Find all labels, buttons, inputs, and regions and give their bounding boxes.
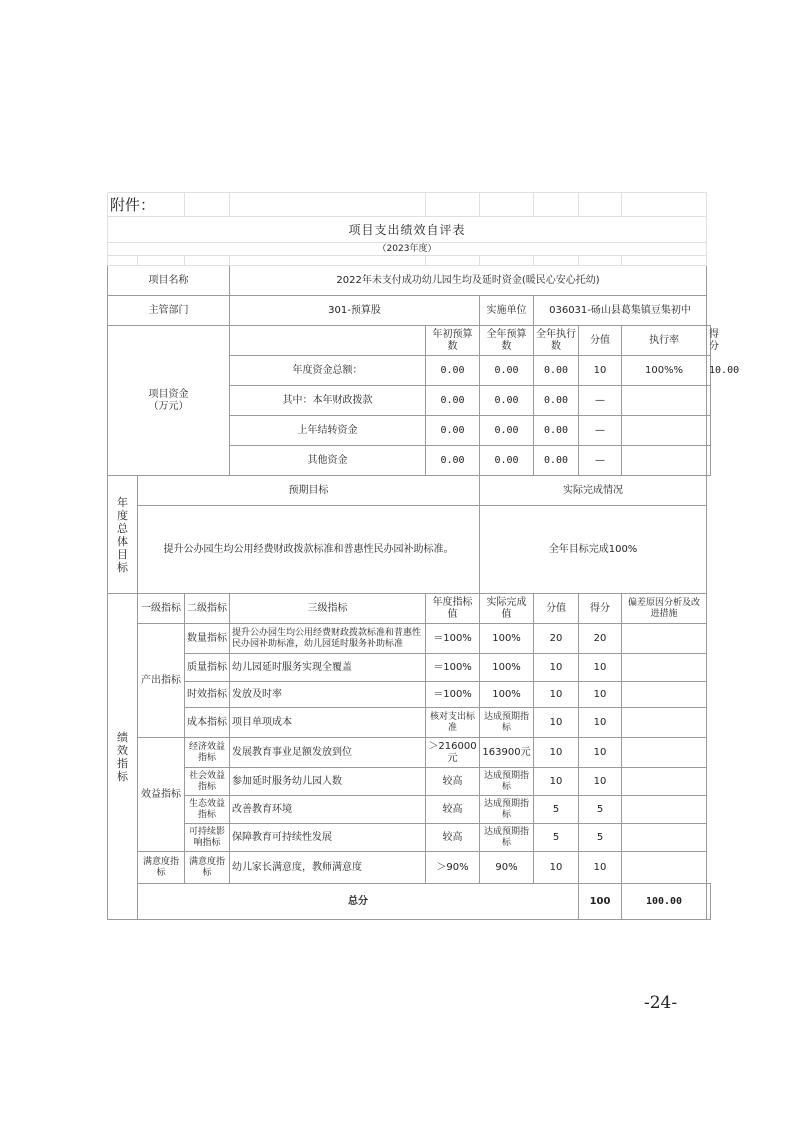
indicator-header: 分值 <box>534 594 579 624</box>
total-value: 100 <box>579 884 622 920</box>
expected-goal-text: 提升公办园生均公用经费财政拨款标准和普惠性民办园补助标准。 <box>138 506 480 594</box>
funds-row: 年度资金总额： 0.00 0.00 0.00 10 100%% 10.00 <box>108 356 711 386</box>
indicator-row: 成本指标 项目单项成本 核对支出标准 达成预期指标 10 10 <box>108 708 711 738</box>
evaluation-sheet <box>107 192 740 920</box>
funds-header: 全年执行数 <box>534 326 579 356</box>
department-value: 301-预算股 <box>230 296 480 326</box>
expected-goal-header: 预期目标 <box>138 476 480 506</box>
page-number: -24- <box>644 993 678 1013</box>
project-name-value: 2022年未支付成功幼儿园生均及延时资金(暖民心安心托幼) <box>230 266 707 296</box>
page-title: 项目支出绩效自评表 <box>108 217 707 243</box>
level1-benefit: 效益指标 <box>138 738 185 852</box>
annual-goal-label: 年度总体目标 <box>108 476 138 594</box>
attachment-label: 附件： <box>108 193 185 217</box>
department-label: 主管部门 <box>108 296 230 326</box>
indicator-header: 实际完成值 <box>480 594 534 624</box>
indicator-header: 偏差原因分析及改进措施 <box>622 594 707 624</box>
indicator-row: 生态效益指标 改善教育环境 较高 达成预期指标 5 5 <box>108 796 711 824</box>
indicator-header: 得分 <box>579 594 622 624</box>
funds-header: 执行率 <box>622 326 707 356</box>
funds-header: 得分 <box>707 326 711 356</box>
funds-row: 其中：本年财政拨款 0.00 0.00 0.00 — <box>108 386 711 416</box>
indicator-row: 社会效益指标 参加延时服务幼儿园人数 较高 达成预期指标 10 10 <box>108 768 711 796</box>
indicator-row: 效益指标 经济效益指标 发展教育事业足额发放到位 ＞216000元 163900元 10 10 <box>108 738 711 768</box>
indicator-row: 产出指标 数量指标 提升公办园生均公用经费财政拨款标准和普惠性民办园补助标准，幼儿园延时服务补助标准 ＝100% 100% 20 20 <box>108 624 711 654</box>
total-score: 100.00 <box>622 884 707 920</box>
indicator-row: 可持续影响指标 保障教育可持续性发展 较高 达成预期指标 5 5 <box>108 824 711 852</box>
year-note: （2023年度） <box>108 243 707 256</box>
funds-header: 分值 <box>579 326 622 356</box>
unit-label: 实施单位 <box>480 296 534 326</box>
unit-value: 036031-砀山县葛集镇豆集初中 <box>534 296 707 326</box>
actual-goal-header: 实际完成情况 <box>480 476 707 506</box>
funds-row: 其他资金 0.00 0.00 0.00 — <box>108 446 711 476</box>
project-name-label: 项目名称 <box>108 266 230 296</box>
indicator-header: 三级指标 <box>230 594 426 624</box>
indicators-label: 绩效指标 <box>108 594 138 920</box>
actual-goal-text: 全年目标完成100% <box>480 506 707 594</box>
indicator-row: 时效指标 发放及时率 ＝100% 100% 10 10 <box>108 682 711 708</box>
total-label: 总分 <box>138 884 579 920</box>
evaluation-table <box>107 192 740 920</box>
indicator-row: 满意度指标 满意度指标 幼儿家长满意度，教师满意度 ＞90% 90% 10 10 <box>108 852 711 884</box>
level1-output: 产出指标 <box>138 624 185 738</box>
indicator-header: 一级指标 <box>138 594 185 624</box>
funds-row: 上年结转资金 0.00 0.00 0.00 — <box>108 416 711 446</box>
indicator-row: 质量指标 幼儿园延时服务实现全覆盖 ＝100% 100% 10 10 <box>108 654 711 682</box>
indicator-header: 年度指标值 <box>426 594 480 624</box>
funds-label: 项目资金 （万元） <box>108 326 230 476</box>
funds-header: 年初预算数 <box>426 326 480 356</box>
level1-satisfaction: 满意度指标 <box>138 852 185 884</box>
funds-header: 全年预算数 <box>480 326 534 356</box>
indicator-header: 二级指标 <box>185 594 230 624</box>
